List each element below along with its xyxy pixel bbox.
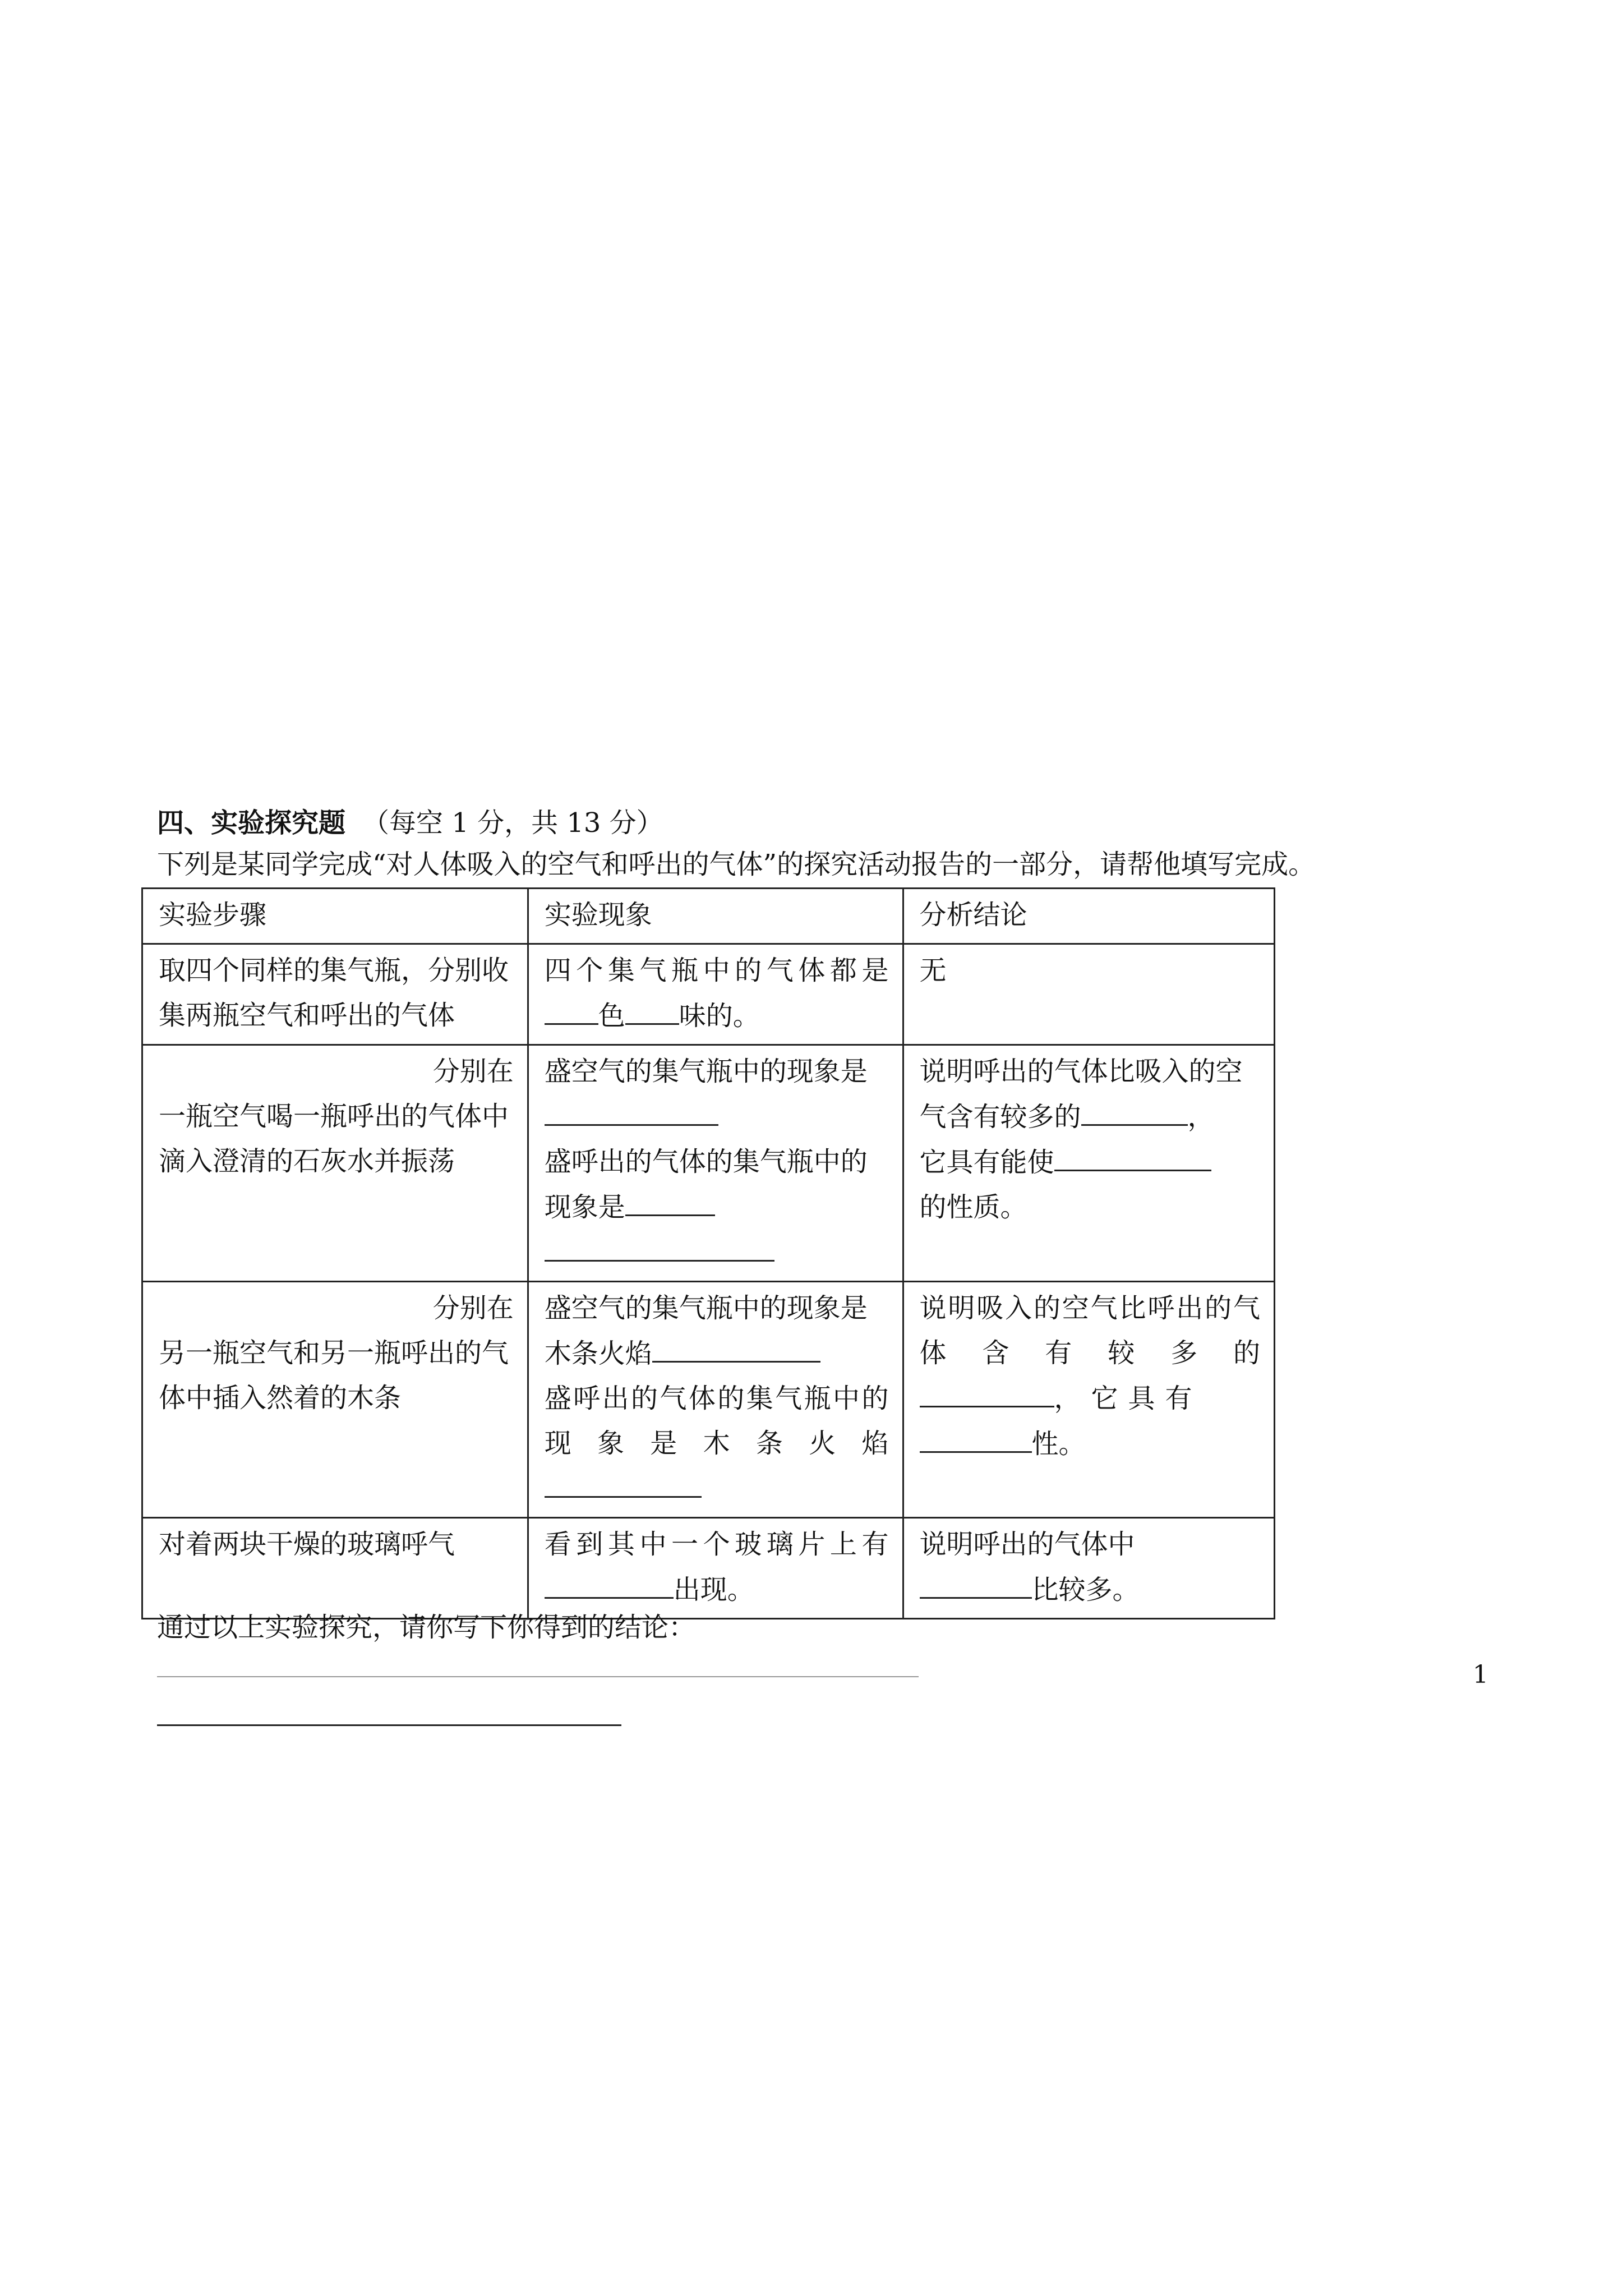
table-row — [142, 944, 1275, 1045]
answer-blank[interactable] — [545, 993, 598, 1025]
section-heading: 四、实验探究题 — [157, 807, 346, 839]
page-number: 1 — [1473, 1660, 1488, 1689]
header-phenomenon: 实验现象 — [528, 889, 903, 944]
header-step: 实验步骤 — [142, 889, 528, 944]
answer-blank[interactable] — [1081, 1094, 1188, 1126]
row4-step: 对着两块干燥的玻璃呼气 — [142, 1518, 528, 1619]
report-table — [141, 887, 1275, 1619]
row2-step: 分别在 一瓶空气喝一瓶呼出的气体中滴入澄清的石灰水并振荡 — [142, 1045, 528, 1282]
row1-phenomenon: 四个集气瓶中的气体都是 色 味的。 — [528, 944, 903, 1045]
table-header-row — [142, 889, 1275, 944]
answer-blank[interactable] — [652, 1331, 820, 1363]
row4-conclusion: 说明呼出的气体中 比较多。 — [903, 1518, 1275, 1619]
row3-phenomenon: 盛空气的集气瓶中的现象是木条火焰 盛呼出的气体的集气瓶中的现象是木条火焰 — [528, 1282, 903, 1518]
row3-conclusion: 说明吸入的空气比呼出的气体含有较多的 ，它具有 性。 — [903, 1282, 1275, 1518]
section-title — [157, 801, 663, 840]
header-conclusion: 分析结论 — [903, 889, 1275, 944]
score-note: （每空 1 分，共 13 分） — [362, 807, 663, 839]
answer-blank[interactable] — [545, 1466, 702, 1498]
answer-blank[interactable] — [545, 1567, 674, 1599]
row2-phenomenon: 盛空气的集气瓶中的现象是 盛呼出的气体的集气瓶中的现象是 — [528, 1045, 903, 1282]
answer-line[interactable] — [157, 1676, 919, 1677]
answer-blank[interactable] — [545, 1094, 718, 1126]
answer-blank[interactable] — [920, 1421, 1032, 1453]
table-row — [142, 1518, 1275, 1619]
answer-blank[interactable] — [1054, 1139, 1211, 1171]
table-row — [142, 1045, 1275, 1282]
answer-blank[interactable] — [545, 1230, 774, 1262]
answer-line[interactable] — [157, 1724, 621, 1726]
row1-conclusion: 无 — [903, 944, 1275, 1045]
answer-blank[interactable] — [920, 1375, 1054, 1407]
answer-blank[interactable] — [625, 993, 679, 1025]
row4-phenomenon: 看到其中一个玻璃片上有 出现。 — [528, 1518, 903, 1619]
answer-blank[interactable] — [920, 1567, 1032, 1599]
answer-blank[interactable] — [625, 1184, 715, 1216]
row3-step: 分别在 另一瓶空气和另一瓶呼出的气体中插入然着的木条 — [142, 1282, 528, 1518]
row1-step: 取四个同样的集气瓶，分别收集两瓶空气和呼出的气体 — [142, 944, 528, 1045]
intro-text: 下列是某同学完成“对人体吸入的空气和呼出的气体”的探究活动报告的一部分，请帮他填写完成。 — [157, 849, 1316, 880]
row2-conclusion: 说明呼出的气体比吸入的空气含有较多的 ， 它具有能使 的性质。 — [903, 1045, 1275, 1282]
table-row — [142, 1282, 1275, 1518]
conclusion-prompt: 通过以上实验探究，请你写下你得到的结论： — [157, 1612, 696, 1643]
